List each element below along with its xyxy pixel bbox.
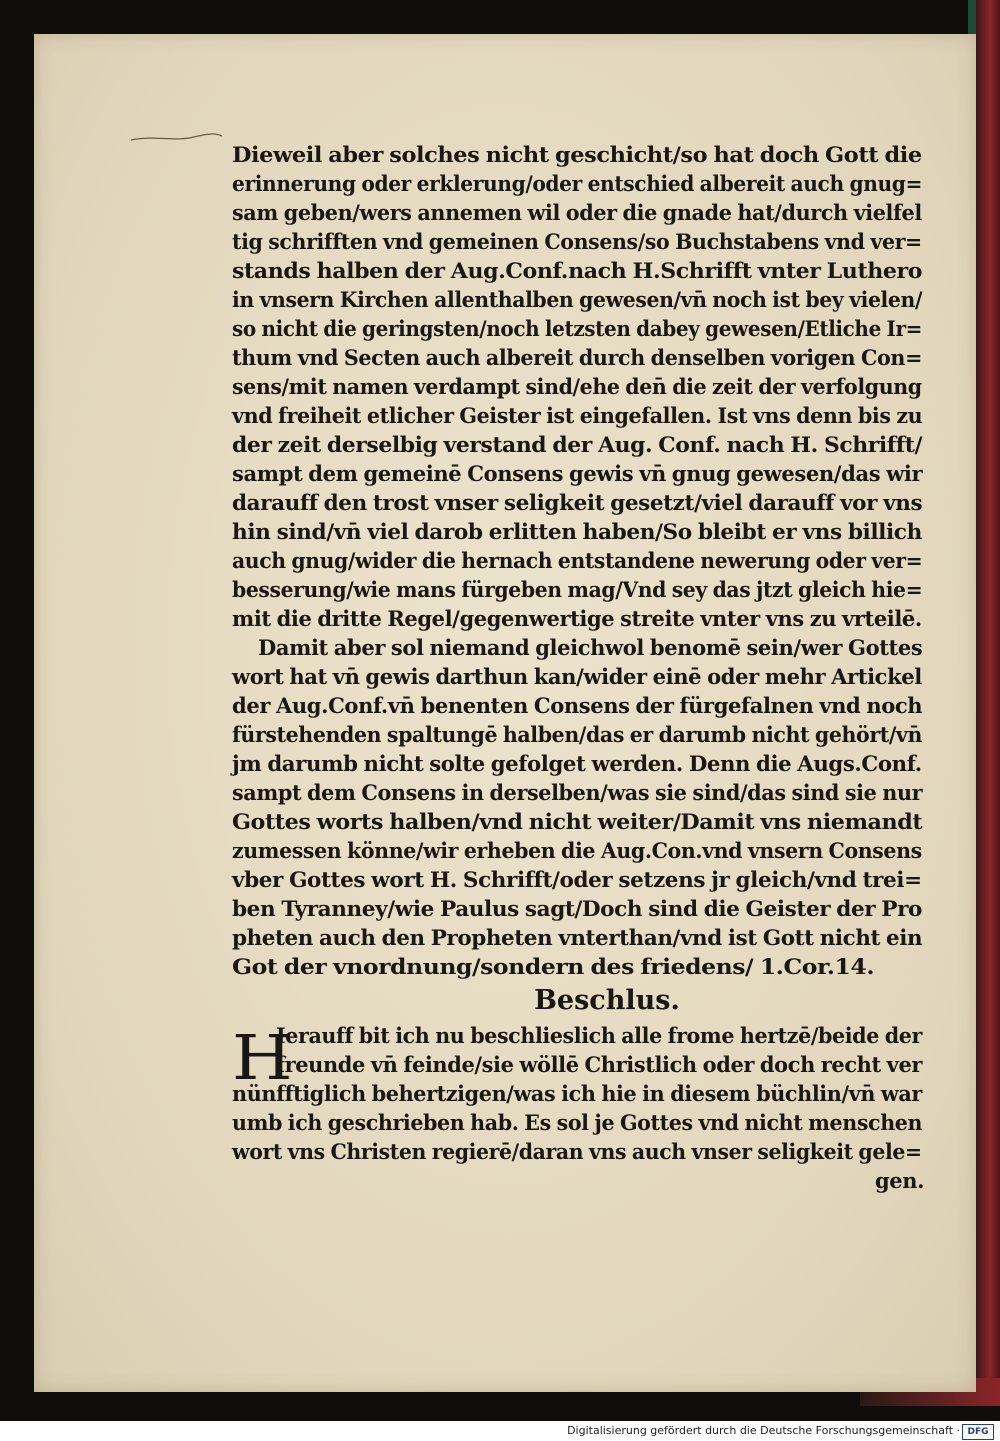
text-line xyxy=(232,836,932,865)
text-line xyxy=(232,604,932,633)
text-line-content: sampt dem gemeinē Consens gewis vn̄ gnug gewesen/das wir xyxy=(232,461,923,486)
text-line-content: der Aug.Conf.vn̄ benenten Consens der fürgefalnen vnd noch xyxy=(232,693,923,718)
text-line-content: ben Tyranney/wie Paulus sagt/Doch sind die Geister der Pro xyxy=(232,896,923,921)
margin-pen-mark xyxy=(129,132,224,144)
text-line xyxy=(232,1108,932,1137)
text-line xyxy=(232,691,932,720)
text-line xyxy=(232,169,932,198)
text-line-content: mit die dritte Regel/gegenwertige streite vnter vns zu vrteilē. xyxy=(232,606,922,631)
text-line-content: sampt dem Consens in derselben/was sie sind/das sind sie nur xyxy=(232,780,923,805)
paragraph-conclusion xyxy=(232,1021,932,1195)
text-line-content: darauff den trost vnser seligkeit gesetzt/viel darauff vor vns xyxy=(232,490,923,515)
digitization-footer xyxy=(0,1421,1000,1441)
text-line xyxy=(232,894,932,923)
text-line-content: jm darumb nicht solte gefolget werden. Denn die Augs.Conf. xyxy=(232,751,922,776)
text-line-content: Got der vnordnung/sondern des friedens/ 1.Cor.14. xyxy=(232,954,875,979)
text-line-content: umb ich geschrieben hab. Es sol je Gottes vnd nicht menschen xyxy=(232,1110,923,1135)
text-line-content: hin sind/vn̄ viel darob erlitten haben/So bleibt er vns billich xyxy=(232,519,922,544)
text-line-content: stands halben der Aug.Conf.nach H.Schrifft vnter Luthero xyxy=(232,258,923,283)
text-line xyxy=(232,1079,932,1108)
text-line-content: Gottes worts halben/vnd nicht weiter/Damit vns niemandt xyxy=(232,809,923,834)
text-line xyxy=(232,256,932,285)
text-line-content: vnd freiheit etlicher Geister ist eingefallen. Ist vns denn bis zu xyxy=(232,403,923,428)
text-line-content: wort hat vn̄ gewis darthun kan/wider einē oder mehr Artickel xyxy=(232,664,922,689)
text-line-content: tig schrifften vnd gemeinen Consens/so Buchstabens vnd ver= xyxy=(232,229,922,254)
text-line-content: thum vnd Secten auch albereit durch denselben vorigen Con= xyxy=(232,345,922,370)
text-line-content: pheten auch den Propheten vnterthan/vnd ist Gott nicht ein xyxy=(232,925,923,950)
text-line xyxy=(232,459,932,488)
text-line-content: Ierauff bit ich nu beschlieslich alle frome hertzē/beide der xyxy=(276,1023,922,1048)
text-line xyxy=(232,401,932,430)
text-line-content: besserung/wie mans fürgeben mag/Vnd sey das jtzt gleich hie= xyxy=(232,577,923,602)
text-line xyxy=(232,952,932,981)
text-line xyxy=(232,575,932,604)
text-line xyxy=(232,343,932,372)
text-line xyxy=(232,1137,932,1166)
text-line xyxy=(232,546,932,575)
text-line xyxy=(232,430,932,459)
paragraph-main xyxy=(232,140,932,981)
text-line xyxy=(232,227,932,256)
text-line xyxy=(232,778,932,807)
text-line-content: vber Gottes wort H. Schrifft/oder setzens jr gleich/vnd trei= xyxy=(232,867,922,892)
text-line-content: der zeit derselbig verstand der Aug. Conf. nach H. Schrifft/ xyxy=(232,432,923,457)
text-line xyxy=(232,517,932,546)
text-line-content: auch gnug/wider die hernach entstandene newerung oder ver= xyxy=(232,548,923,573)
text-line-content: sam geben/wers annemen wil oder die gnade hat/durch vielfel xyxy=(232,200,922,225)
text-line-content: in vnsern Kirchen allenthalben gewesen/vn̄ noch ist bey vielen/ xyxy=(232,287,923,312)
text-line xyxy=(232,1166,932,1195)
text-line xyxy=(232,807,932,836)
text-line xyxy=(232,140,932,169)
text-line xyxy=(232,488,932,517)
text-line-content: sens/mit namen verdampt sind/ehe den̄ die zeit der verfolgung xyxy=(232,374,922,399)
text-line xyxy=(232,314,932,343)
text-line xyxy=(232,372,932,401)
text-line-content: erinnerung oder erklerung/oder entschied albereit auch gnug= xyxy=(232,171,923,196)
text-line xyxy=(232,1050,932,1079)
text-line xyxy=(232,923,932,952)
dfg-logo-icon: DFG xyxy=(962,1424,994,1440)
drop-cap-initial: H xyxy=(232,1021,293,1094)
text-line xyxy=(232,720,932,749)
binding-red-spine xyxy=(976,0,1000,1395)
text-line-content: gen. xyxy=(874,1168,924,1193)
text-line-content: Dieweil aber solches nicht geschicht/so hat doch Gott die xyxy=(232,142,922,167)
text-line-content: nünfftiglich behertzigen/was ich hie in diesem büchlin/vn̄ war xyxy=(232,1081,922,1106)
footer-credit-text: Digitalisierung gefördert durch die Deutsche Forschungsgemeinschaft · xyxy=(567,1424,960,1437)
text-line-content: wort vns Christen regierē/daran vns auch vnser seligkeit gele= xyxy=(232,1139,922,1164)
text-line-content: zumessen könne/wir erheben die Aug.Con.vnd vnsern Consens xyxy=(232,838,922,863)
text-line xyxy=(232,749,932,778)
main-text-block xyxy=(232,140,932,1195)
section-heading: Beschlus. xyxy=(534,985,680,1016)
text-line-content: fürstehenden spaltungē halben/das er darumb nicht gehört/vn̄ xyxy=(232,722,922,747)
text-line-content: Damit aber sol niemand gleichwol benomē sein/wer Gottes xyxy=(258,635,923,660)
text-line xyxy=(232,633,932,662)
text-line xyxy=(232,865,932,894)
text-line xyxy=(232,198,932,227)
text-line xyxy=(232,285,932,314)
text-line-content: so nicht die geringsten/noch letzsten dabey gewesen/Etliche Ir= xyxy=(232,316,923,341)
text-line-content: freunde vn̄ feinde/sie wöllē Christlich oder doch recht ver xyxy=(276,1052,922,1077)
text-line xyxy=(232,662,932,691)
